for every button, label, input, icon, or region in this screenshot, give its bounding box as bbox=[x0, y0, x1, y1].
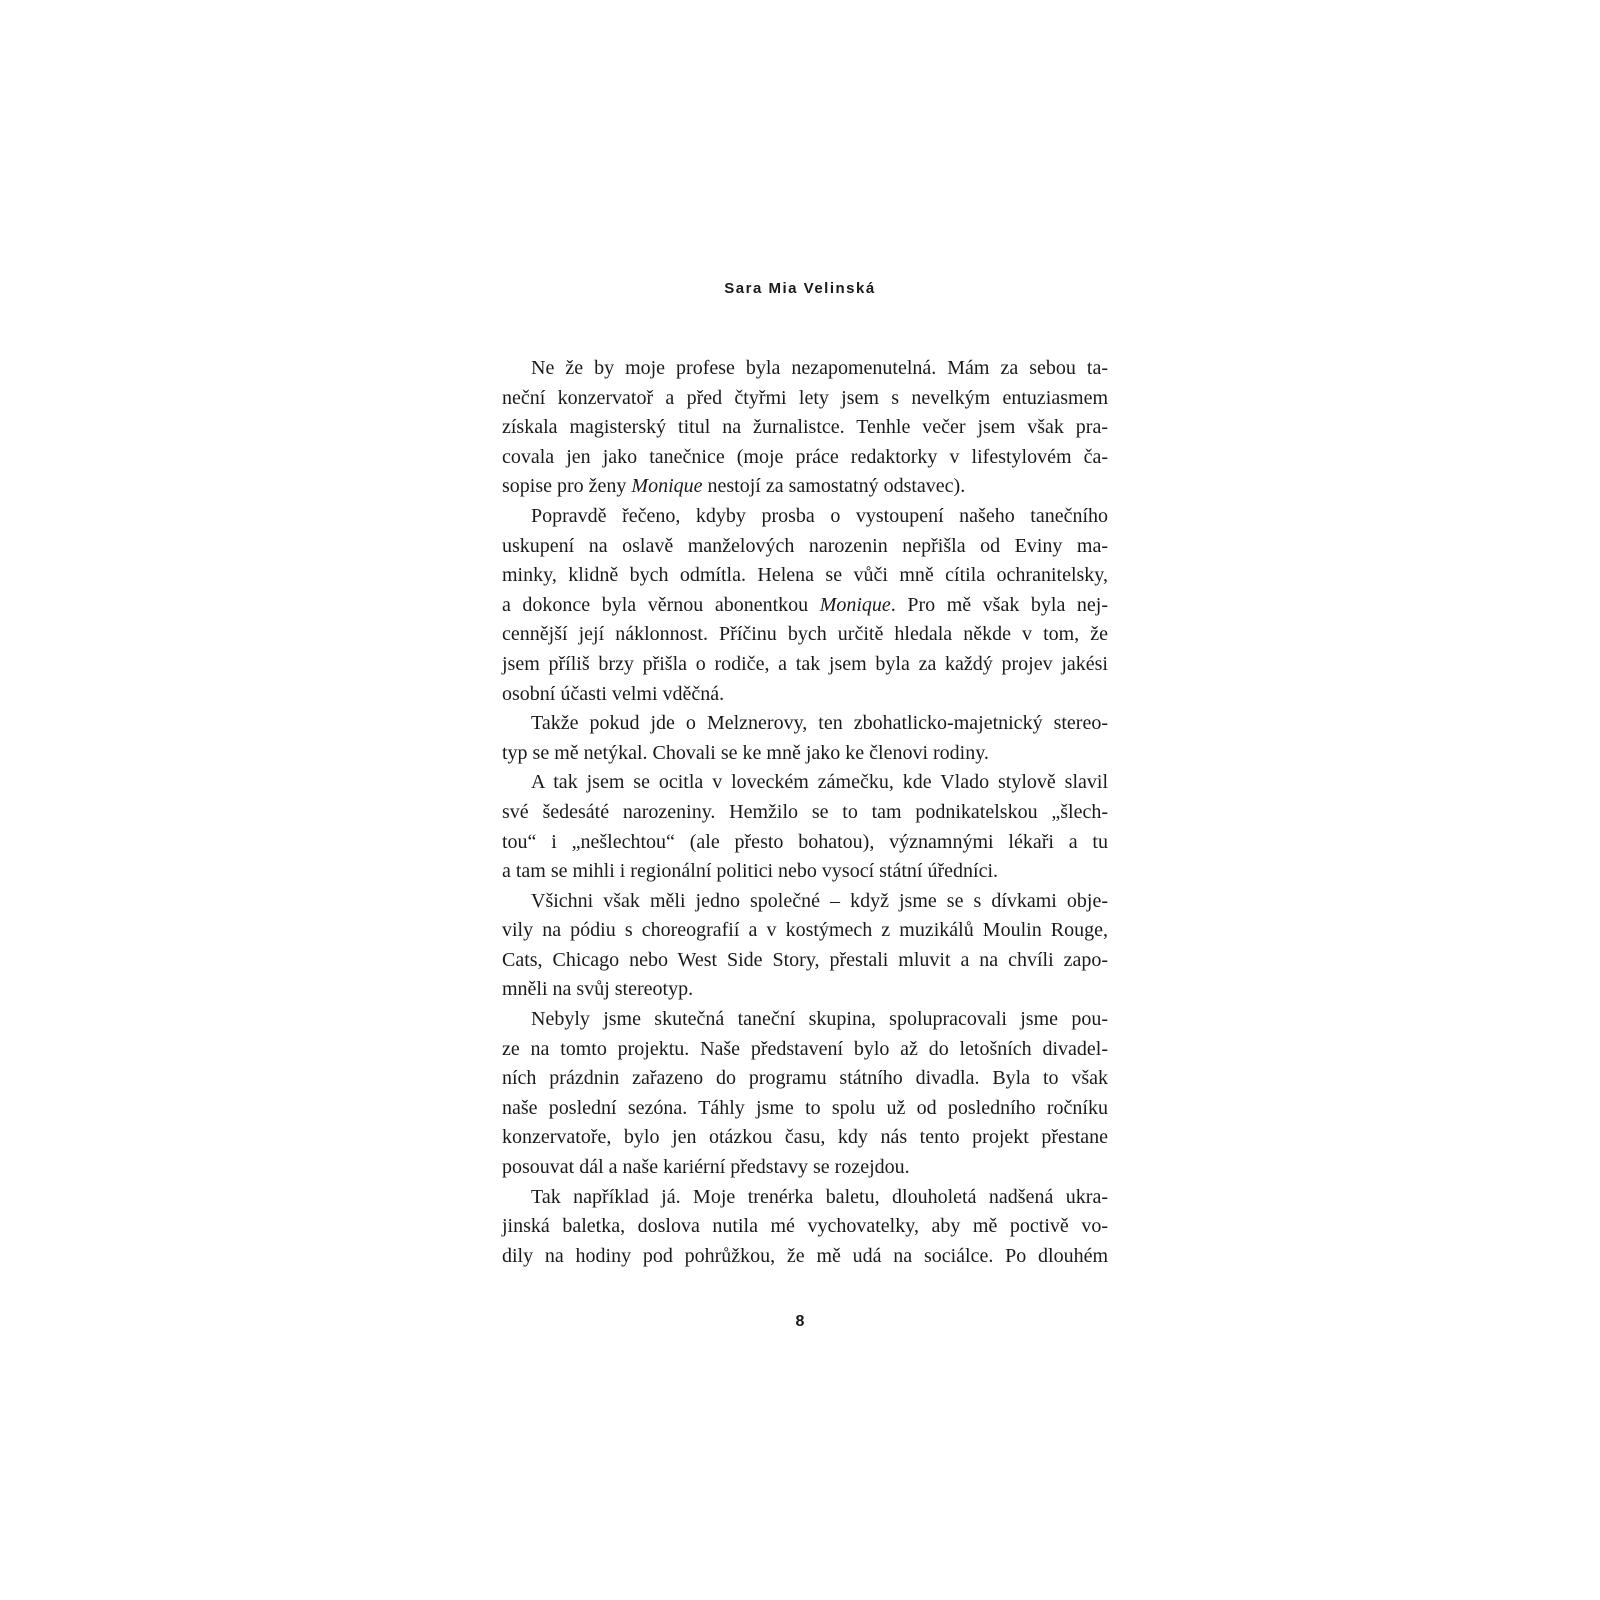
text-run: Popravdě řečeno, kdyby prosba o vystoupení našeho tanečního bbox=[531, 504, 1108, 527]
text-run: mněli na svůj stereotyp. bbox=[502, 978, 694, 1001]
text-line bbox=[502, 798, 1108, 828]
paragraph bbox=[502, 887, 1108, 1005]
text-line bbox=[502, 1094, 1108, 1124]
text-line bbox=[502, 620, 1108, 650]
page-number: 8 bbox=[795, 1313, 805, 1330]
text-line bbox=[502, 1005, 1108, 1035]
italic-title: Monique bbox=[631, 475, 703, 498]
text-run: cennější její náklonnost. Příčinu bych určitě hledala někde v tom, že bbox=[502, 623, 1108, 646]
text-run: jinská baletka, doslova nutila mé vychovatelky, aby mě poctivě vo- bbox=[502, 1215, 1108, 1238]
text-run: své šedesáté narozeniny. Hemžilo se to tam podnikatelskou „šlech- bbox=[502, 800, 1108, 823]
text-line bbox=[502, 1035, 1108, 1065]
text-run: tou“ i „nešlechtou“ (ale přesto bohatou), významnými lékaři a tu bbox=[502, 830, 1108, 853]
text-line bbox=[502, 472, 1108, 502]
text-run: Tak například já. Moje trenérka baletu, dlouholetá nadšená ukra- bbox=[531, 1185, 1108, 1208]
text-line bbox=[502, 857, 1108, 887]
text-run: Všichni však měli jedno společné – když jsme se s dívkami obje- bbox=[531, 889, 1108, 912]
text-run: konzervatoře, bylo jen otázkou času, kdy nás tento projekt přestane bbox=[502, 1126, 1108, 1149]
text-run: neční konzervatoř a před čtyřmi lety jsem s nevelkým entuziasmem bbox=[502, 386, 1108, 409]
text-run: naše poslední sezóna. Táhly jsme to spolu už od posledního ročníku bbox=[502, 1096, 1108, 1119]
text-run: vily na pódiu s choreografií a v kostýmech z muzikálů Moulin Rouge, bbox=[502, 919, 1108, 942]
text-line bbox=[502, 502, 1108, 532]
text-run: nestojí za samostatný odstavec). bbox=[702, 475, 966, 498]
text-line bbox=[502, 354, 1108, 384]
paragraph bbox=[502, 354, 1108, 502]
text-line bbox=[502, 1123, 1108, 1153]
text-run: Takže pokud jde o Melznerovy, ten zbohatlicko-majetnický stereo- bbox=[531, 712, 1108, 735]
text-line bbox=[502, 680, 1108, 710]
text-line bbox=[502, 532, 1108, 562]
text-run: a dokonce byla věrnou abonentkou bbox=[502, 593, 820, 616]
paragraph bbox=[502, 1005, 1108, 1183]
text-run: Nebyly jsme skutečná taneční skupina, spolupracovali jsme pou- bbox=[531, 1008, 1108, 1031]
text-line bbox=[502, 384, 1108, 414]
text-line bbox=[502, 443, 1108, 473]
text-line bbox=[502, 1153, 1108, 1183]
paragraph bbox=[502, 709, 1108, 768]
text-line bbox=[502, 1064, 1108, 1094]
text-line bbox=[502, 828, 1108, 858]
text-line bbox=[502, 413, 1108, 443]
text-run: Ne že by moje profese byla nezapomenutelná. Mám za sebou ta- bbox=[531, 357, 1108, 379]
text-line bbox=[502, 768, 1108, 798]
text-line bbox=[502, 916, 1108, 946]
text-run: získala magisterský titul na žurnalistce. Tenhle večer jsem však pra- bbox=[502, 416, 1108, 439]
italic-title: Monique bbox=[819, 593, 891, 616]
paragraph bbox=[502, 502, 1108, 709]
text-line bbox=[502, 709, 1108, 739]
text-run: a tam se mihli i regionální politici nebo vysocí státní úředníci. bbox=[502, 860, 999, 883]
text-line bbox=[502, 1242, 1108, 1272]
text-run: osobní účasti velmi vděčná. bbox=[502, 682, 725, 705]
text-run: Cats, Chicago nebo West Side Story, přestali mluvit a na chvíli zapo- bbox=[502, 948, 1108, 971]
text-run: ních prázdnin zařazeno do programu státního divadla. Byla to však bbox=[502, 1067, 1108, 1090]
text-line bbox=[502, 561, 1108, 591]
text-run: posouvat dál a naše kariérní představy se rozejdou. bbox=[502, 1156, 910, 1179]
body-text bbox=[502, 354, 1108, 1271]
text-line bbox=[502, 591, 1108, 621]
text-run: uskupení na oslavě manželových narozenin nepřišla od Eviny ma- bbox=[502, 534, 1108, 557]
text-run: jsem příliš brzy přišla o rodiče, a tak jsem byla za každý projev jakési bbox=[502, 652, 1108, 675]
text-run: typ se mě netýkal. Chovali se ke mně jako ke členovi rodiny. bbox=[502, 741, 989, 764]
text-run: A tak jsem se ocitla v loveckém zámečku, kde Vlado stylově slavil bbox=[531, 771, 1108, 794]
text-run: dily na hodiny pod pohrůžkou, že mě udá na sociálce. Po dlouhém bbox=[502, 1244, 1108, 1267]
paragraph bbox=[502, 768, 1108, 886]
text-line bbox=[502, 887, 1108, 917]
text-run: covala jen jako tanečnice (moje práce redaktorky v lifestylovém ča- bbox=[502, 445, 1108, 468]
text-line bbox=[502, 739, 1108, 769]
text-run: sopise pro ženy bbox=[502, 475, 632, 498]
paragraph bbox=[502, 1183, 1108, 1272]
text-line bbox=[502, 1212, 1108, 1242]
text-run: minky, klidně bych odmítla. Helena se vůči mně cítila ochranitelsky, bbox=[502, 564, 1108, 587]
text-line bbox=[502, 1183, 1108, 1213]
text-run: ze na tomto projektu. Naše představení bylo až do letošních divadel- bbox=[502, 1037, 1108, 1060]
text-run: . Pro mě však byla nej- bbox=[890, 593, 1108, 616]
text-line bbox=[502, 975, 1108, 1005]
running-head-author: Sara Mia Velinská bbox=[724, 280, 876, 297]
text-line bbox=[502, 946, 1108, 976]
text-line bbox=[502, 650, 1108, 680]
